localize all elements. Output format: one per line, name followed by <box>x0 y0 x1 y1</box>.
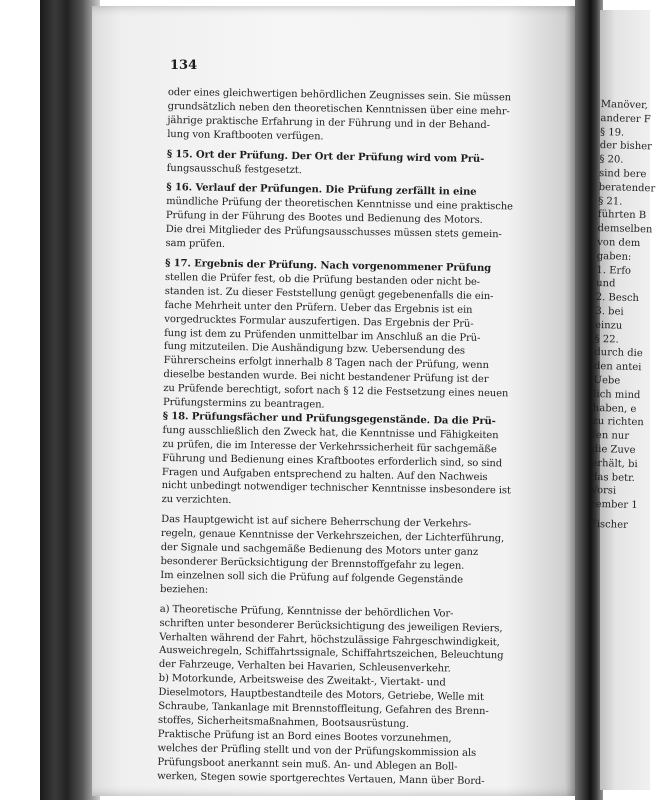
right-text-line: § 22. <box>594 333 619 346</box>
text-line: dieselbe bestanden wurde. Bei nicht bestandener Prüfung ist der <box>163 369 489 386</box>
right-text-line: durch die <box>594 347 643 360</box>
text-line: stellen die Prüfer fest, ob die Prüfung bestanden oder nicht be- <box>164 271 481 288</box>
right-text-line: § 21. <box>598 195 623 208</box>
text-line: der Fahrzeuge, Verhalten bei Havarien, Schleusenverkehr. <box>158 659 451 675</box>
text-line: Ausweichregeln, Schiffahrtssignale, Schiffahrtszeichen, Beleuchtung <box>159 645 504 662</box>
text-line: sam prüfen. <box>165 238 226 250</box>
text-line: stoffes, Sicherheitsmaßnahmen, Bootsausrüstung. <box>157 714 409 730</box>
section-18-line: § 18. Prüfungsfächer und Prüfungsgegenstände. Da die Prü- <box>162 410 496 428</box>
text-line: beziehen: <box>160 583 209 596</box>
right-text-line: 2. Besch <box>595 292 640 305</box>
text-line: regeln, genaue Kenntnisse der Verkehrszeichen, der Lichterführung, <box>160 528 505 545</box>
text-line: schriften unter besonderer Berücksichtigung des jeweiligen Reviers, <box>159 617 503 634</box>
right-text-line: Fischer <box>589 518 628 531</box>
right-text-line: Manöver, <box>600 98 649 112</box>
text-line: Schraube, Tankanlage mit Brennstoffleitung, Gefahren des Brenn- <box>158 700 489 718</box>
text-line: jährige praktische Erfahrung in der Führung und in der Behand- <box>167 114 491 131</box>
book-page-edges <box>40 0 100 800</box>
section-17-line: § 17. Ergebnis der Prüfung. Nach vorgenommener Prüfung <box>165 257 492 275</box>
text-line: fung ist dem zu Prüfenden unmittelbar im Anschluß an die Prü- <box>164 327 481 344</box>
text-line: Das Hauptgewicht ist auf sichere Beherrschung der Verkehrs- <box>161 514 472 531</box>
right-text-line: einzu <box>594 319 623 332</box>
right-text-line: der bisher <box>599 140 653 153</box>
right-text-line: das betr. <box>590 471 636 484</box>
text-line: Führerscheins erfolgt innerhalb 8 Tagen nach der Prüfung, wenn <box>163 355 489 372</box>
text-line: Die drei Mitglieder des Prüfungsausschusses müssen stets gemein- <box>165 224 502 241</box>
text-line: Dieselmotors, Hauptbestandteile des Motors, Getriebe, Welle mit <box>158 687 484 704</box>
text-line: Prüfungsboot anerkannt sein muß. An- und Ablegen an Boll- <box>157 756 458 773</box>
section-15-line: § 15. Ort der Prüfung. Der Ort der Prüfung wird vom Prü- <box>166 148 485 165</box>
right-text-line: lich mind <box>593 388 641 401</box>
right-page-text <box>590 98 661 533</box>
text-line: Prüfungstermins zu beantragen. <box>162 396 325 411</box>
right-text-line: führten B <box>597 209 647 222</box>
right-text-line: anderer F <box>600 112 651 126</box>
text-line: nicht unbedingt notwendiger technischer Kenntnisse insbesondere ist <box>161 480 511 497</box>
text-line: vorgedrucktes Formular auszufertigen. Das Ergebnis der Prü- <box>164 313 474 330</box>
right-text-line: § 20. <box>599 154 624 166</box>
text-line: fung ausschließlich den Zweck hat, die Kenntnisse und Fähigkeiten <box>162 424 499 442</box>
text-line: der Signale und sachgemäße Bedienung des Motors unter ganz <box>160 542 479 559</box>
right-text-line: haben, e <box>592 402 637 415</box>
text-line: besonderer Berücksichtigung der Brennstoffgefahr zu legen. <box>160 555 465 572</box>
text-line: Prüfung in der Führung des Bootes und Bedienung des Motors. <box>165 210 483 227</box>
text-line: grundsätzlich neben den theoretischen Kenntnissen über eine mehr- <box>167 100 510 118</box>
text-line: zu verzichten. <box>161 494 232 507</box>
text-line: oder eines gleichwertigen behördlichen Zeugnisses sein. Sie müssen <box>167 86 512 104</box>
text-line: zu Prüfende berechtigt, sofort nach § 12 die Festsetzung eines neuen <box>163 383 509 400</box>
text-line: fache Mehrheit unter den Prüfern. Ueber das Ergebnis ist ein <box>164 299 473 316</box>
text-line: Fragen und Aufgaben entsprechend zu halten. Auf den Nachweis <box>161 466 488 483</box>
left-page-text <box>157 86 564 790</box>
text-line: lung von Kraftbooten verfügen. <box>167 128 324 143</box>
text-line: mündliche Prüfung der theoretischen Kenntnisse und eine praktische <box>166 196 513 213</box>
text-line: werken, Stegen sowie sportgerechtes Vertauen, Mann über Bord- <box>157 770 485 787</box>
right-text-line: von dem <box>597 236 641 250</box>
right-text-line: erhält, bi <box>591 457 638 470</box>
right-text-line: beratender <box>598 181 656 195</box>
text-line: Im einzelnen soll sich die Prüfung auf folgende Gegenstände <box>160 569 464 586</box>
right-text-line: demselben <box>597 223 653 236</box>
text-line: fungsausschuß festgesetzt. <box>166 162 302 176</box>
right-text-line: zember 1 <box>590 498 638 512</box>
right-text-line: die Zuve <box>591 443 636 456</box>
page-number: 134 <box>170 58 198 73</box>
right-text-line: zu richten <box>592 416 644 429</box>
right-text-line: und <box>595 278 616 290</box>
right-text-line: gaben: <box>596 250 632 263</box>
text-line: fung mitzuteilen. Die Aushändigung bzw. Uebersendung des <box>163 341 466 358</box>
right-text-line: 1. Erfo <box>596 264 632 277</box>
text-line: b) Motorkunde, Arbeitsweise des Zweitakt-, Viertakt- und <box>158 673 446 689</box>
text-line: zu prüfen, die im Interesse der Verkehrssicherheit für sachgemäße <box>162 438 497 455</box>
text-line: a) Theoretische Prüfung, Kenntnisse der behördlichen Vor- <box>159 603 454 620</box>
right-text-line: sind bere <box>598 167 647 181</box>
right-text-line: fen nur <box>592 430 630 442</box>
right-text-line: Vorsi <box>590 485 617 497</box>
text-line: standen ist. Zu dieser Feststellung genügt gegebenenfalls die ein- <box>164 285 494 302</box>
right-text-line: 3. bei <box>595 305 624 318</box>
section-16-line: § 16. Verlauf der Prüfungen. Die Prüfung zerfällt in eine <box>166 182 477 199</box>
right-text-line: § 19. <box>599 126 625 139</box>
text-line: welches der Prüfling stellt und von der Prüfungskommission als <box>157 742 477 759</box>
text-line: Führung und Bedienung eines Kraftbootes erforderlich sind, so sind <box>162 452 503 469</box>
text-line: Verhalten während der Fahrt, höchstzulässige Fahrgeschwindigkeit, <box>159 631 500 648</box>
right-text-line: den antei <box>593 361 642 374</box>
right-text-line: Uebe <box>593 374 621 387</box>
text-line: Praktische Prüfung ist an Bord eines Bootes vorzunehmen, <box>157 728 452 745</box>
